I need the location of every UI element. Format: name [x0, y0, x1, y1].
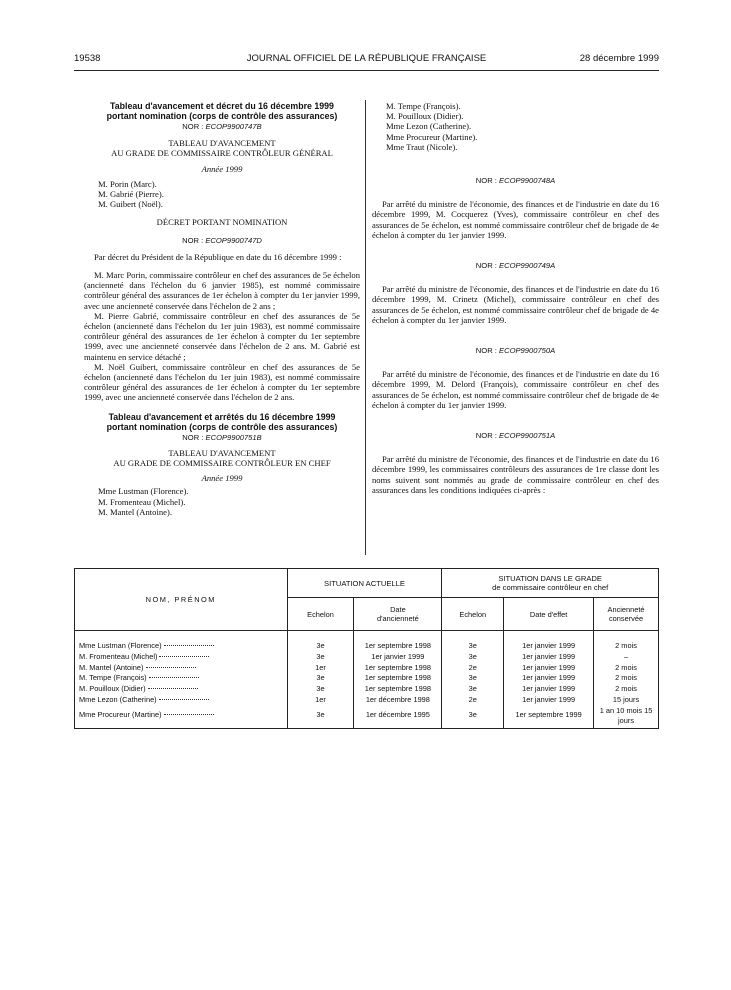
leader-dots — [159, 699, 209, 700]
arrete-paragraph: Par arrêté du ministre de l'économie, des finances et de l'industrie en date du 16 décembre 1999, M. Delord (François), commissaire contrôleur en chef des assurances de 5e échelon, est nommé commissaire contrôleur chef de brigade de 4e échelon à compter du 1er janvier 1999. — [372, 369, 659, 410]
cell-anciennete-conservee: 2 mois — [594, 684, 659, 695]
cell-nom — [75, 706, 288, 729]
cell-date-anciennete: 1er janvier 1999 — [354, 652, 442, 663]
cell-date-effet: 1er janvier 1999 — [504, 663, 594, 674]
section2-nor — [84, 433, 360, 443]
cell-echelon-grade: 2e — [442, 695, 504, 706]
nor-code: ECOP9900750A — [499, 346, 556, 356]
header-anciennete-line2: conservée — [608, 614, 644, 623]
section2-title-line1: Tableau d'avancement et arrêtés du 16 décembre 1999 — [108, 411, 336, 422]
leader-dots — [164, 645, 214, 646]
nor-label: NOR : — [475, 176, 497, 186]
cell-nom — [75, 695, 288, 706]
cell-date-anciennete: 1er décembre 1998 — [354, 695, 442, 706]
nor-code: ECOP9900751B — [205, 432, 262, 442]
section2-annee: Année 1999 — [201, 473, 243, 484]
cell-date-anciennete: 1er septembre 1998 — [354, 631, 442, 652]
cell-nom — [75, 652, 288, 663]
section2-names — [84, 486, 360, 517]
table-row — [75, 663, 659, 674]
cell-echelon: 3e — [287, 684, 354, 695]
arrete-paragraph: Par arrêté du ministre de l'économie, des finances et de l'industrie en date du 16 décembre 1999, M. Crinetz (Michel), commissaire contrôleur en chef des assurances de 5e échelon, est nommé commissaire contrôleur chef de brigade de 4e échelon à compter du 1er janvier 1999. — [372, 284, 659, 325]
cell-echelon: 3e — [287, 652, 354, 663]
header-situation-actuelle: SITUATION ACTUELLE — [287, 569, 442, 598]
leader-dots — [149, 677, 199, 678]
arrete-paragraph: Par arrêté du ministre de l'économie, des finances et de l'industrie en date du 16 décembre 1999, M. Cocquerez (Yves), commissaire contrôleur en chef des assurances de 5e échelon, est nommé commissaire contrôleur chef de brigade de 4e échelon à compter du 1er janvier 1999. — [372, 199, 659, 240]
cell-date-anciennete: 1er septembre 1998 — [354, 673, 442, 684]
nor-code: ECOP9900747B — [205, 122, 262, 131]
decret-nor — [84, 236, 360, 246]
left-column — [84, 101, 360, 517]
header-anciennete-conservee — [594, 598, 659, 631]
header-situation-grade-line1: SITUATION DANS LE GRADE — [498, 574, 602, 583]
table-row — [75, 652, 659, 663]
cell-nom — [75, 631, 288, 652]
page-header — [74, 53, 659, 67]
decret-paragraph: M. Marc Porin, commissaire contrôleur en chef des assurances de 5e échelon (ancienneté dans l'échelon du 6 janvier 1985), est nommé commissaire contrôleur général des assurances de 1er échelon à compter du 1er janvier 1999, avec une ancienneté conservée dans l'échelon de 2 ans ; — [84, 270, 360, 311]
cell-echelon-grade: 3e — [442, 631, 504, 652]
section1-tableau-line2: AU GRADE DE COMMISSAIRE CONTRÔLEUR GÉNÉRAL — [111, 148, 333, 159]
cell-echelon: 3e — [287, 706, 354, 729]
arrete-nor — [372, 431, 659, 441]
name-item: M. Fromenteau (Michel). — [98, 496, 186, 507]
name-item: M. Pouilloux (Didier). — [386, 111, 464, 122]
cell-nom — [75, 663, 288, 674]
arrete-nor — [372, 261, 659, 271]
cell-date-anciennete: 1er septembre 1998 — [354, 663, 442, 674]
cell-date-effet: 1er septembre 1999 — [504, 706, 594, 729]
cell-anciennete-conservee: 2 mois — [594, 673, 659, 684]
page-number: 19538 — [74, 53, 101, 64]
nor-label: NOR : — [475, 431, 497, 441]
nor-label: NOR : — [475, 346, 497, 356]
cell-date-anciennete: 1er décembre 1995 — [354, 706, 442, 729]
table-body — [75, 631, 659, 729]
cell-nom — [75, 673, 288, 684]
decret-title: DÉCRET PORTANT NOMINATION — [156, 217, 288, 228]
leader-dots — [159, 656, 209, 657]
header-nom-prenom: NOM, PRÉNOM — [75, 569, 288, 631]
header-echelon-grade: Echelon — [442, 598, 504, 631]
decret-paragraph: Par décret du Président de la République en date du 16 décembre 1999 : — [94, 251, 342, 262]
name-item: Mme Lezon (Catherine). — [386, 121, 472, 132]
decret-body — [84, 252, 360, 403]
header-situation-grade — [442, 569, 659, 598]
cell-nom-text: Mme Lustman (Florence) — [79, 641, 162, 650]
cell-echelon-grade: 3e — [442, 706, 504, 729]
nor-code: ECOP9900748A — [499, 176, 556, 186]
section2-tableau-line1: TABLEAU D'AVANCEMENT — [168, 447, 276, 458]
table-row — [75, 673, 659, 684]
section1-nor — [84, 122, 360, 132]
cell-anciennete-conservee: 2 mois — [594, 631, 659, 652]
cell-anciennete-conservee: 1 an 10 mois 15 jours — [594, 706, 659, 729]
section1-annee: Année 1999 — [201, 163, 243, 174]
section1-title-line1: Tableau d'avancement et décret du 16 décembre 1999 — [110, 101, 334, 111]
column-divider — [365, 100, 366, 555]
header-echelon: Echelon — [287, 598, 354, 631]
section1-title — [84, 101, 360, 121]
cell-date-effet: 1er janvier 1999 — [504, 631, 594, 652]
header-date: 28 décembre 1999 — [579, 53, 659, 64]
header-date-effet: Date d'effet — [504, 598, 594, 631]
nor-code: ECOP9900747D — [205, 235, 262, 245]
arrete-nor — [372, 346, 659, 356]
name-item: M. Gabrié (Pierre). — [98, 189, 164, 200]
header-date-anciennete — [354, 598, 442, 631]
cell-echelon-grade: 3e — [442, 673, 504, 684]
cell-echelon-grade: 3e — [442, 684, 504, 695]
name-item: Mme Procureur (Martine). — [386, 131, 478, 142]
nor-label: NOR : — [182, 432, 204, 442]
cell-anciennete-conservee: 15 jours — [594, 695, 659, 706]
cell-nom-text: M. Tempe (François) — [79, 673, 147, 683]
leader-dots — [164, 714, 214, 715]
name-item: M. Mantel (Antoine). — [98, 506, 172, 517]
arrete-paragraph: Par arrêté du ministre de l'économie, des finances et de l'industrie en date du 16 décembre 1999, les commissaires contrôleurs des assurances de 1re classe dont les noms suivent sont nommés au grade de commissaire contrôleur en chef des assurances dans les conditions indiquées ci-après : — [372, 454, 659, 495]
cell-echelon: 1er — [287, 663, 354, 674]
cell-anciennete-conservee: – — [594, 652, 659, 663]
section1-names — [84, 179, 360, 210]
right-names — [372, 101, 659, 152]
leader-dots — [146, 667, 196, 668]
cell-date-anciennete: 1er septembre 1998 — [354, 684, 442, 695]
header-date-anciennete-line1: Date — [390, 605, 406, 614]
nor-label: NOR : — [182, 235, 204, 245]
cell-nom-text: Mme Lezon (Catherine) — [79, 694, 157, 704]
header-situation-grade-line2: de commissaire contrôleur en chef — [492, 583, 609, 592]
section1-tableau-line1: TABLEAU D'AVANCEMENT — [168, 138, 276, 149]
name-item: Mme Traut (Nicole). — [386, 141, 458, 152]
nor-label: NOR : — [182, 122, 204, 131]
nor-code: ECOP9900751A — [499, 431, 556, 441]
nomination-table — [74, 568, 659, 729]
cell-nom-text: M. Mantel (Antoine) — [79, 662, 144, 672]
table-row — [75, 684, 659, 695]
name-item: M. Guibert (Noël). — [98, 199, 163, 210]
nor-label: NOR : — [475, 261, 497, 271]
name-item: M. Tempe (François). — [386, 101, 461, 111]
section1-title-line2: portant nomination (corps de contrôle des assurances) — [106, 111, 338, 121]
journal-title: JOURNAL OFFICIEL DE LA RÉPUBLIQUE FRANÇAISE — [246, 53, 487, 64]
cell-date-effet: 1er janvier 1999 — [504, 673, 594, 684]
name-item: M. Porin (Marc). — [98, 178, 157, 189]
cell-date-effet: 1er janvier 1999 — [504, 652, 594, 663]
nor-code: ECOP9900749A — [499, 261, 556, 271]
table-row — [75, 695, 659, 706]
name-item: Mme Lustman (Florence). — [98, 486, 189, 497]
cell-date-effet: 1er janvier 1999 — [504, 695, 594, 706]
decret-paragraph: M. Noël Guibert, commissaire contrôleur en chef des assurances de 5e échelon (ancienneté dans l'échelon du 1er juin 1983), est nommé commissaire contrôleur général des assurances de 1er échelon à compter du 1er septembre 1999, avec une ancienneté conservée dans l'échelon de 2 ans. — [84, 361, 360, 403]
cell-echelon-grade: 3e — [442, 652, 504, 663]
cell-anciennete-conservee: 2 mois — [594, 663, 659, 674]
header-date-anciennete-line2: d'ancienneté — [377, 614, 419, 623]
header-rule — [74, 70, 659, 71]
leader-dots — [148, 688, 198, 689]
cell-echelon: 3e — [287, 631, 354, 652]
section2-tableau-line2: AU GRADE DE COMMISSAIRE CONTRÔLEUR EN CHEF — [113, 458, 331, 469]
arrete-nor — [372, 176, 659, 186]
cell-nom-text: M. Pouilloux (Didier) — [79, 684, 146, 694]
table-row — [75, 631, 659, 652]
cell-nom-text: M. Fromenteau (Michel) — [79, 651, 158, 661]
section2-title-line2: portant nomination (corps de contrôle des assurances) — [106, 421, 338, 432]
table-row — [75, 706, 659, 729]
cell-echelon: 3e — [287, 673, 354, 684]
cell-echelon: 1er — [287, 695, 354, 706]
cell-nom — [75, 684, 288, 695]
decret-paragraph: M. Pierre Gabrié, commissaire contrôleur en chef des assurances de 5e échelon (ancienneté dans l'échelon du 1er juin 1983), est nommé commissaire contrôleur général des assurances de 1er échelon à compter du 1er septembre 1999, avec une ancienneté conservée dans l'échelon de 2 ans. M. Gabrié est maintenu en service détaché ; — [84, 310, 360, 362]
section2-title — [84, 412, 360, 432]
cell-date-effet: 1er janvier 1999 — [504, 684, 594, 695]
cell-nom-text: Mme Procureur (Martine) — [79, 710, 162, 720]
cell-echelon-grade: 2e — [442, 663, 504, 674]
header-anciennete-line1: Ancienneté — [607, 605, 645, 614]
right-column — [372, 101, 659, 495]
